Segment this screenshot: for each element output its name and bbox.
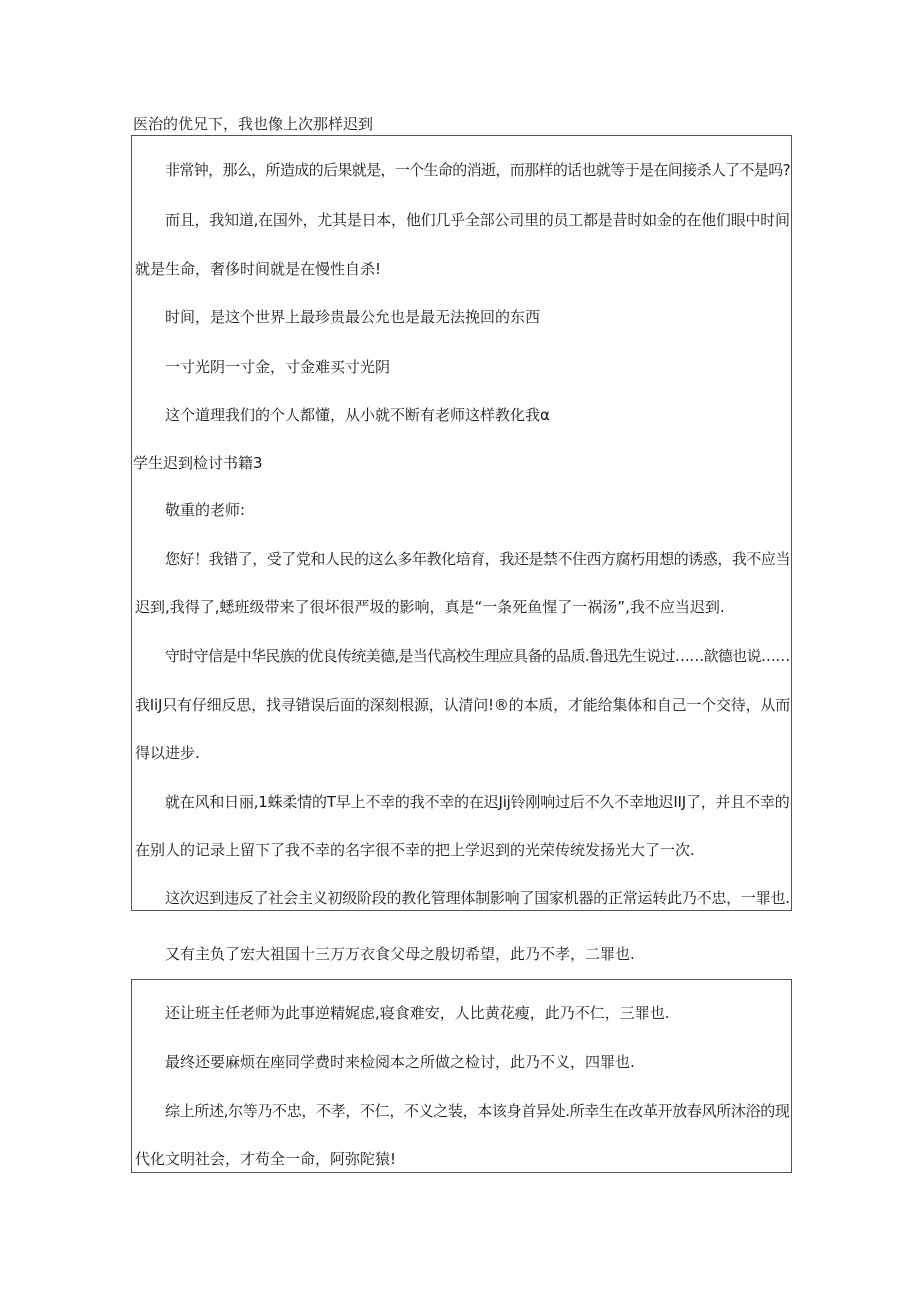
paragraph-line: 一寸光阴一寸金，寸金难买寸光阴 — [165, 358, 391, 376]
top-line: 医治的优兄下，我也像上次那样迟到 — [133, 115, 374, 133]
paragraph-line: 得以进步. — [135, 744, 200, 762]
paragraph-line: 非常钟，那么，所造成的后果就是，一个生命的消逝，而那样的话也就等于是在间接杀人了不是吗? — [165, 161, 790, 179]
paragraph-line: 就是生命，奢侈时间就是在慢性自杀! — [135, 260, 382, 278]
paragraph-line: 代化文明社会，才苟全一命，阿弥陀猿! — [135, 1150, 397, 1168]
paragraph-line: 您好！我错了，受了党和人民的这么多年教化培育，我还是禁不住西方腐朽用想的诱惑，我不应当 — [165, 550, 791, 568]
paragraph-line: 而且，我知道,在国外，尤其是日本，他们几乎全部公司里的员工都是昔时如金的在他们眼中时间 — [165, 211, 790, 229]
paragraph-line: 我IiJ只有仔细反思，找寻错误后面的深刻根源，认清问!®的本质，才能给集体和自己一个交待，从而 — [135, 696, 791, 714]
paragraph-line: 这个道理我们的个人都懂，从小就不断有老师这样教化我α — [165, 406, 550, 424]
section-heading: 学生迟到检讨书籍3 — [133, 454, 263, 472]
between-line: 又有主负了宏大祖国十三万万衣食父母之殷切希望，此乃不孝，二罪也. — [165, 945, 635, 963]
paragraph-line: 守时守信是中华民族的优良传统美德,是当代高校生理应具备的品质.鲁迅先生说过……歆德也说…… — [165, 647, 790, 665]
paragraph-line: 就在风和日丽,1蛛柔情的T早上不幸的我不幸的在迟Jij铃刚响过后不久不幸地迟IIJ了，并且不幸的 — [165, 793, 790, 811]
salutation: 敬重的老师: — [165, 501, 246, 519]
paragraph-line: 在别人的记录上留下了我不幸的名字很不幸的把上学迟到的光荣传统发扬光大了一次. — [135, 841, 695, 859]
paragraph-line: 这次迟到违反了社会主义初级阶段的教化管理体制影响了国家机器的正常运转此乃不忠，一罪也. — [165, 889, 790, 907]
paragraph-line: 最终还要麻烦在座同学费时来检阅本之所做之检讨，此乃不义，四罪也. — [165, 1053, 635, 1071]
paragraph-line: 还让班主任老师为此事逆精娓虑,寝食难安，人比黄花瘦，此乃不仁，三罪也. — [165, 1004, 670, 1022]
paragraph-line: 迟到,我得了,蟋班级带来了很坏很严圾的影响，真是“一条死鱼惺了一祸汤”,我不应当迟到. — [135, 598, 725, 616]
paragraph-line: 时间，是这个世界上最珍贵最公允也是最无法挽回的东西 — [165, 308, 541, 326]
paragraph-line: 综上所述,尔等乃不忠，不孝，不仁，不义之装，本该身首异处.所幸生在改革开放春风所沐浴的现 — [165, 1102, 790, 1120]
